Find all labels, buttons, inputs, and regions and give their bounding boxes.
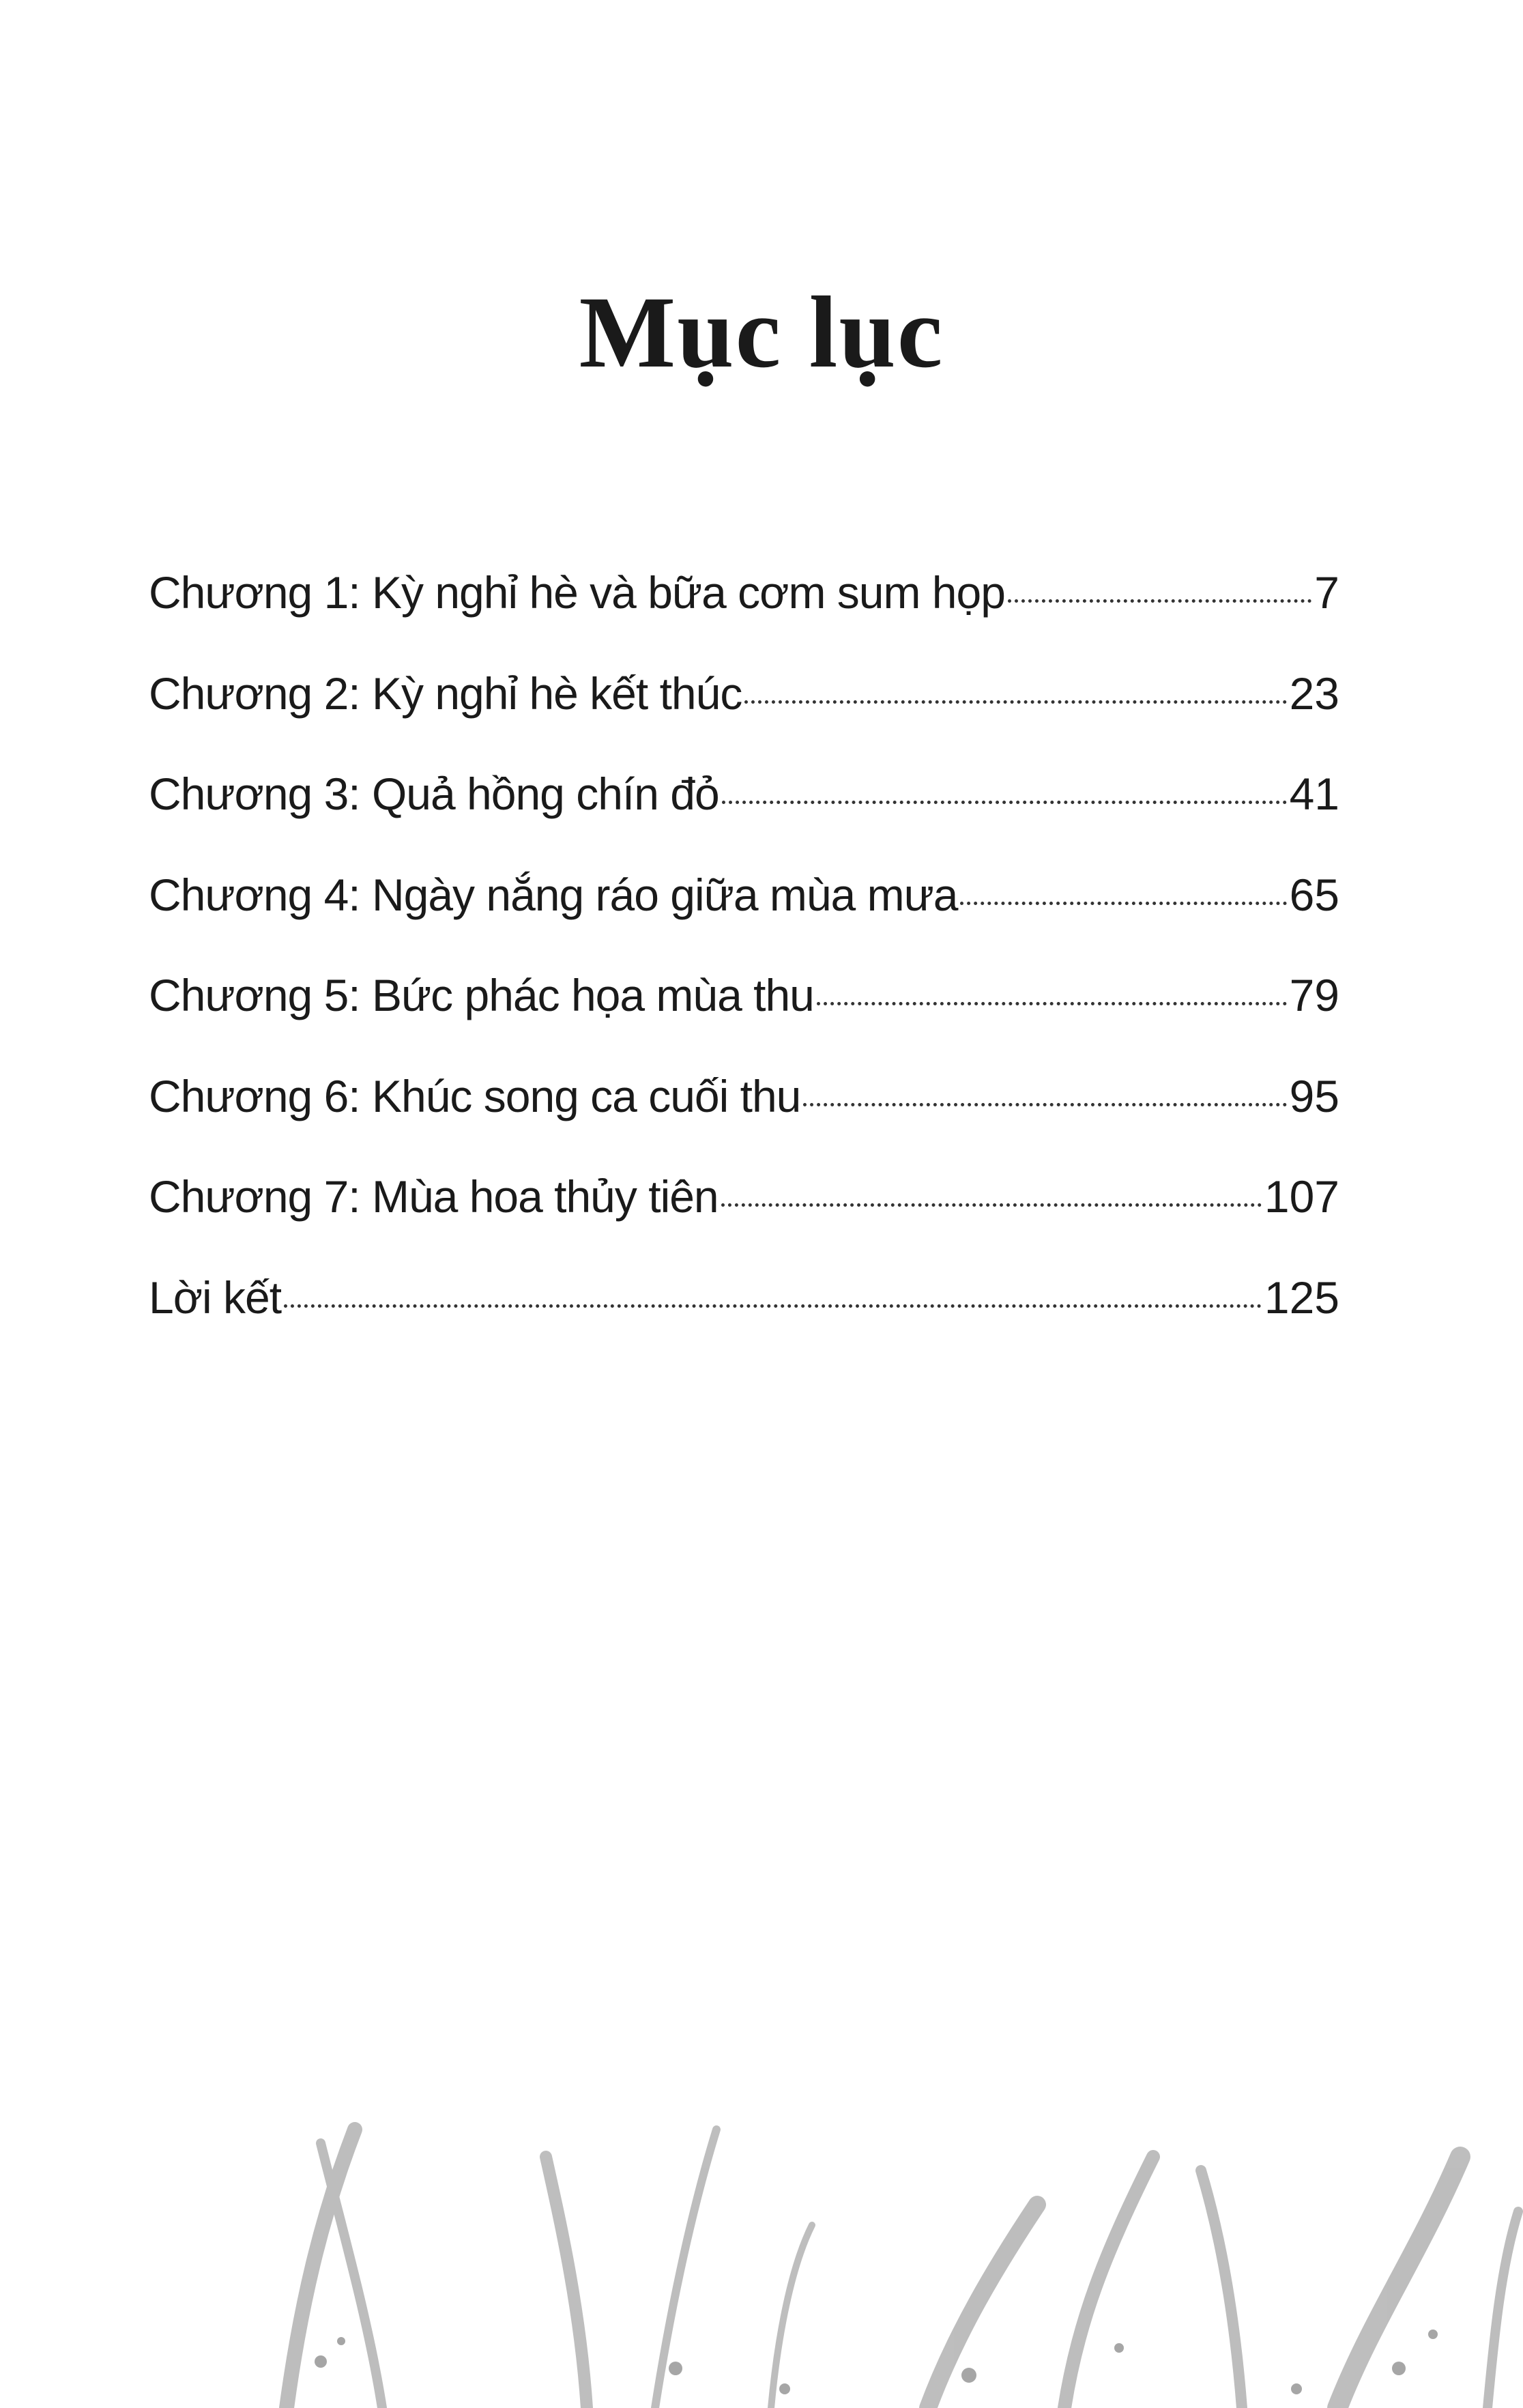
- toc-entry[interactable]: [149, 768, 1339, 869]
- toc-entry-label: Chương 6: Khúc song ca cuối thu: [149, 1070, 801, 1121]
- toc-entry[interactable]: [149, 1070, 1339, 1171]
- toc-entry[interactable]: [149, 1171, 1339, 1272]
- table-of-contents: [149, 567, 1339, 1372]
- dot-leader: [817, 1002, 1287, 1005]
- toc-entry-label: Lời kết: [149, 1272, 282, 1323]
- toc-entry-page: 41: [1289, 769, 1339, 819]
- toc-entry-label: Chương 3: Quả hồng chín đỏ: [149, 769, 719, 819]
- dot-leader: [1008, 599, 1311, 603]
- dot-leader: [722, 801, 1287, 804]
- toc-entry-page: 23: [1289, 668, 1339, 719]
- toc-entry-label: Chương 7: Mùa hoa thủy tiên: [149, 1171, 719, 1222]
- grass-illustration: [0, 2048, 1523, 2408]
- dot-leader: [284, 1304, 1262, 1308]
- toc-entry[interactable]: [149, 869, 1339, 970]
- toc-entry[interactable]: [149, 567, 1339, 668]
- toc-entry-page: 125: [1264, 1272, 1339, 1323]
- dot-leader: [721, 1203, 1262, 1207]
- toc-entry[interactable]: [149, 969, 1339, 1070]
- dot-leader: [960, 902, 1286, 905]
- dot-leader: [744, 700, 1286, 704]
- toc-entry-page: 95: [1289, 1070, 1339, 1121]
- toc-entry-label: Chương 4: Ngày nắng ráo giữa mùa mưa: [149, 869, 958, 920]
- toc-entry-label: Chương 2: Kỳ nghỉ hè kết thúc: [149, 668, 742, 719]
- toc-entry-page: 7: [1314, 567, 1339, 618]
- toc-entry-page: 107: [1264, 1171, 1339, 1222]
- toc-entry-label: Chương 1: Kỳ nghỉ hè và bữa cơm sum họp: [149, 567, 1005, 618]
- toc-entry-label: Chương 5: Bức phác họa mùa thu: [149, 970, 814, 1020]
- toc-entry[interactable]: [149, 1272, 1339, 1373]
- toc-entry-page: 65: [1289, 869, 1339, 920]
- page-title: Mục lục: [579, 275, 944, 389]
- toc-entry-page: 79: [1289, 970, 1339, 1020]
- toc-entry[interactable]: [149, 668, 1339, 769]
- dot-leader: [803, 1103, 1286, 1106]
